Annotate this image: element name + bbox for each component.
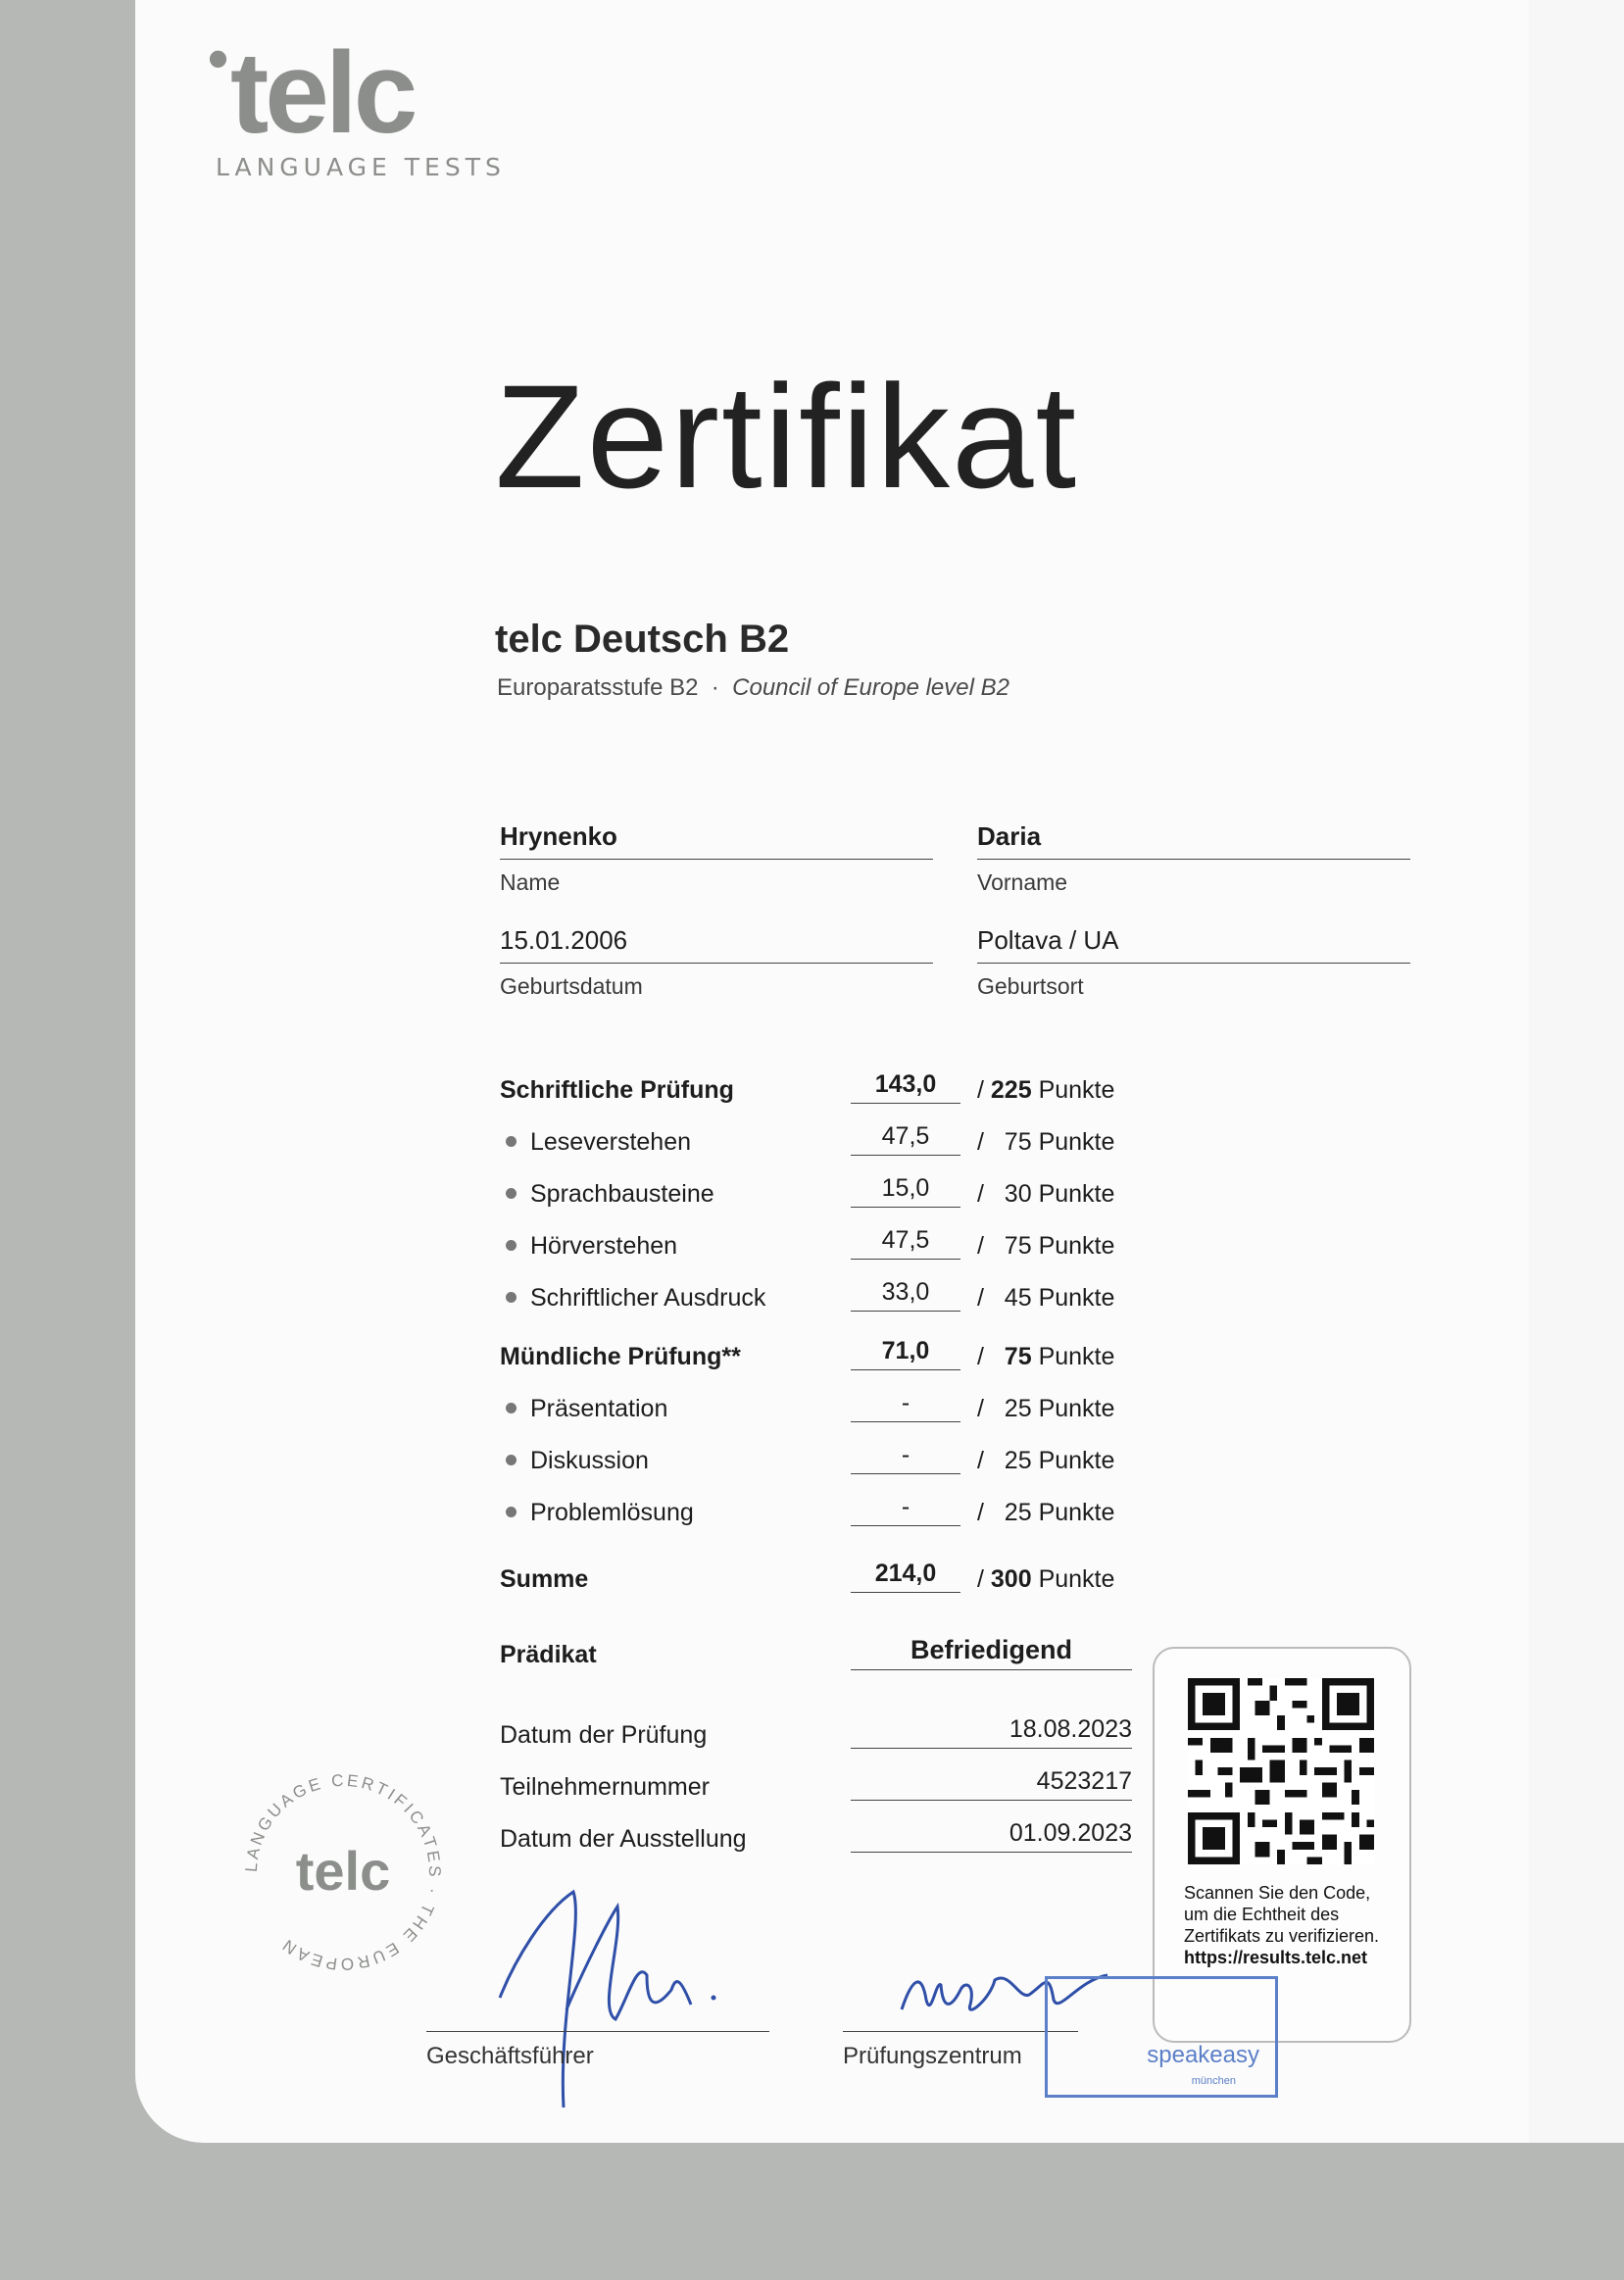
- qr-instruction: Scannen Sie den Code, um die Echtheit des Zertifikats zu verifizieren.: [1184, 1883, 1380, 1946]
- score-row-ausdruck: [500, 1278, 1127, 1323]
- score-label: Präsentation: [500, 1395, 667, 1423]
- field-name: [500, 821, 933, 896]
- score-max: / 300 Punkte: [977, 1565, 1115, 1593]
- detail-label: Datum der Ausstellung: [500, 1825, 747, 1853]
- score-value: 71,0: [851, 1337, 960, 1370]
- bullet-icon: [506, 1455, 517, 1465]
- bullet-icon: [506, 1240, 517, 1251]
- geburtsdatum-label: Geburtsdatum: [500, 973, 643, 999]
- field-geburtsort: [977, 925, 1410, 1000]
- logo-subtitle: LANGUAGE TESTS: [216, 153, 506, 181]
- score-row-leseverstehen: [500, 1122, 1127, 1167]
- detail-value: 18.08.2023: [851, 1715, 1132, 1749]
- score-value: -: [851, 1493, 960, 1526]
- score-row-sprachbausteine: [500, 1174, 1127, 1219]
- qr-code-icon[interactable]: [1188, 1678, 1374, 1864]
- bullet-icon: [506, 1292, 517, 1303]
- score-max: / 25 Punkte: [977, 1499, 1115, 1526]
- score-value: 214,0: [851, 1560, 960, 1593]
- detail-label: Datum der Prüfung: [500, 1721, 708, 1749]
- score-value: 47,5: [851, 1122, 960, 1156]
- geburtsort-label: Geburtsort: [977, 973, 1084, 999]
- logo-dot: •: [208, 25, 229, 91]
- score-row-problemloesung: [500, 1493, 1127, 1538]
- score-label: Schriftlicher Ausdruck: [500, 1284, 765, 1313]
- qr-url-link[interactable]: https://results.telc.net: [1184, 1948, 1368, 1967]
- score-max: / 75 Punkte: [977, 1343, 1115, 1370]
- bullet-icon: [506, 1188, 517, 1199]
- score-value: -: [851, 1389, 960, 1422]
- score-row-praesentation: [500, 1389, 1127, 1434]
- telc-seal-icon: [235, 1764, 451, 1980]
- exam-level-separator: ·: [711, 674, 719, 701]
- exam-level-en: Council of Europe level B2: [732, 674, 1009, 701]
- exam-level-de: Europaratsstufe B2: [497, 674, 699, 701]
- score-max: / 75 Punkte: [977, 1128, 1115, 1156]
- bullet-icon: [506, 1507, 517, 1517]
- exam-name: telc Deutsch B2: [495, 618, 790, 661]
- logo-word: [208, 25, 506, 158]
- detail-value: 4523217: [851, 1767, 1132, 1801]
- vorname-label: Vorname: [977, 869, 1068, 895]
- score-label: Problemlösung: [500, 1499, 694, 1527]
- signature-left-icon: [490, 1882, 745, 2117]
- score-label: Diskussion: [500, 1447, 649, 1475]
- score-max: / 30 Punkte: [977, 1180, 1115, 1208]
- telc-logo: [208, 25, 506, 181]
- score-row-muendlich: [500, 1337, 1127, 1382]
- detail-value: 01.09.2023: [851, 1819, 1132, 1853]
- score-label: Hörverstehen: [500, 1232, 677, 1261]
- signature-label-left: Geschäftsführer: [426, 2043, 594, 2069]
- name-label: Name: [500, 869, 561, 895]
- score-value: 15,0: [851, 1174, 960, 1208]
- score-value: 33,0: [851, 1278, 960, 1312]
- qr-caption: [1184, 1882, 1390, 1968]
- stamp-city: münchen: [1191, 2075, 1236, 2087]
- exam-level: [497, 674, 1009, 702]
- seal-center-text: telc: [295, 1840, 391, 1902]
- score-row-hoerverstehen: [500, 1226, 1127, 1271]
- test-center-stamp: [1045, 1976, 1278, 2098]
- score-max: / 45 Punkte: [977, 1284, 1115, 1312]
- signature-label-right: Prüfungszentrum: [843, 2043, 1022, 2069]
- score-row-summe: [500, 1560, 1127, 1605]
- score-row-schriftlich: [500, 1070, 1127, 1115]
- signature-line-right: [843, 2031, 1078, 2032]
- score-label: Sprachbausteine: [500, 1180, 714, 1209]
- score-max: / 25 Punkte: [977, 1395, 1115, 1422]
- score-label: Schriftliche Prüfung: [500, 1076, 734, 1104]
- score-label: Mündliche Prüfung**: [500, 1343, 741, 1370]
- pradikat-label: Prädikat: [500, 1641, 597, 1668]
- page-right-margin: [1529, 0, 1624, 2143]
- score-value: 47,5: [851, 1226, 960, 1260]
- field-geburtsdatum: [500, 925, 933, 1000]
- stamp-name: speakeasy: [1147, 2042, 1259, 2068]
- score-label: Summe: [500, 1565, 589, 1593]
- geburtsort-value: Poltava / UA: [977, 925, 1410, 964]
- name-value: Hrynenko: [500, 821, 933, 860]
- field-vorname: [977, 821, 1410, 896]
- pradikat-value: Befriedigend: [851, 1635, 1132, 1670]
- score-value: -: [851, 1441, 960, 1474]
- signature-line-left: [426, 2031, 769, 2032]
- seal-ring-text: LANGUAGE CERTIFICATES · THE EUROPEAN: [241, 1770, 445, 1974]
- score-max: / 25 Punkte: [977, 1447, 1115, 1474]
- score-max: / 75 Punkte: [977, 1232, 1115, 1260]
- score-label: Leseverstehen: [500, 1128, 691, 1157]
- detail-label: Teilnehmernummer: [500, 1773, 710, 1801]
- bullet-icon: [506, 1403, 517, 1413]
- geburtsdatum-value: 15.01.2006: [500, 925, 933, 964]
- certificate-title: Zertifikat: [495, 354, 1079, 519]
- score-max: / 225 Punkte: [977, 1076, 1115, 1104]
- logo-text: telc: [230, 28, 415, 158]
- bullet-icon: [506, 1136, 517, 1147]
- score-row-diskussion: [500, 1441, 1127, 1486]
- score-value: 143,0: [851, 1070, 960, 1104]
- vorname-value: Daria: [977, 821, 1410, 860]
